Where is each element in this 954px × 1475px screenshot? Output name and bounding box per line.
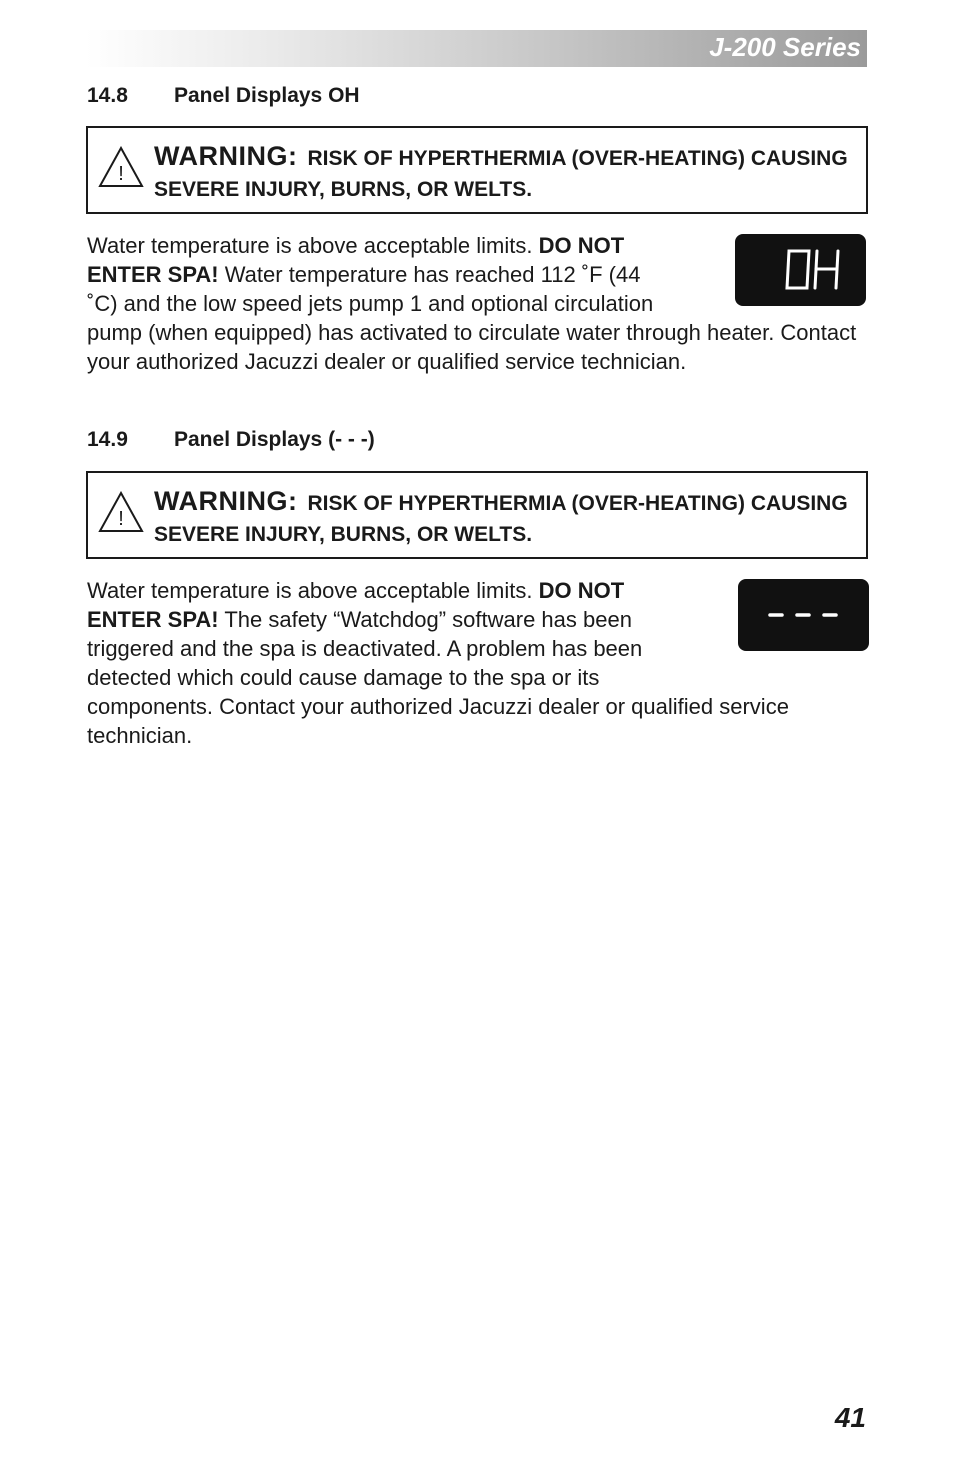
- section-body: [87, 576, 862, 750]
- page-number: 41: [834, 1402, 866, 1433]
- section-heading-14-8: [87, 84, 360, 108]
- body-emphasis: DO NOT ENTER SPA!: [87, 233, 625, 287]
- body-rest: The safety “Watchdog” software has been triggered and the spa is deactivated. A problem has been detected which could cause damage to the spa or its components. Contact your authorized Jacuzzi dealer or qualified service technician.: [87, 607, 789, 748]
- warning-text: [154, 487, 854, 551]
- warning-text: [154, 142, 854, 206]
- body-rest: Water temperature has reached 112 ˚F (44 ˚C) and the low speed jets pump 1 and optional circulation pump (when equipped) has activated to circulate water through heater. Contact your authorized Jacuzzi dealer or qualified service technician.: [87, 262, 857, 374]
- section-number: 14.9: [87, 428, 128, 451]
- warning-label: WARNING:: [154, 141, 298, 171]
- section-body: [87, 231, 862, 376]
- section-title: Panel Displays (- - -): [174, 428, 375, 451]
- warning-label: WARNING:: [154, 486, 298, 516]
- warning-box: [86, 471, 868, 559]
- body-emphasis: DO NOT ENTER SPA!: [87, 578, 625, 632]
- section-heading-14-9: [87, 428, 375, 452]
- display-wrap-spacer: [672, 576, 862, 686]
- warning-message: RISK OF HYPERTHERMIA (OVER-HEATING) CAUSING SEVERE INJURY, BURNS, OR WELTS.: [154, 147, 848, 201]
- warning-icon-glyph: !: [118, 508, 124, 530]
- body-lead: Water temperature is above acceptable limits.: [87, 578, 539, 603]
- series-title: J-200 Series: [709, 32, 861, 62]
- warning-triangle-icon: [98, 491, 144, 533]
- warning-icon-glyph: !: [118, 163, 124, 185]
- warning-box: [86, 126, 868, 214]
- section-title: Panel Displays OH: [174, 84, 360, 107]
- header-bar: [86, 30, 867, 67]
- display-wrap-spacer: [672, 231, 862, 317]
- body-lead: Water temperature is above acceptable limits.: [87, 233, 539, 258]
- section-number: 14.8: [87, 84, 128, 107]
- warning-message: RISK OF HYPERTHERMIA (OVER-HEATING) CAUSING SEVERE INJURY, BURNS, OR WELTS.: [154, 492, 848, 546]
- warning-triangle-icon: [98, 146, 144, 188]
